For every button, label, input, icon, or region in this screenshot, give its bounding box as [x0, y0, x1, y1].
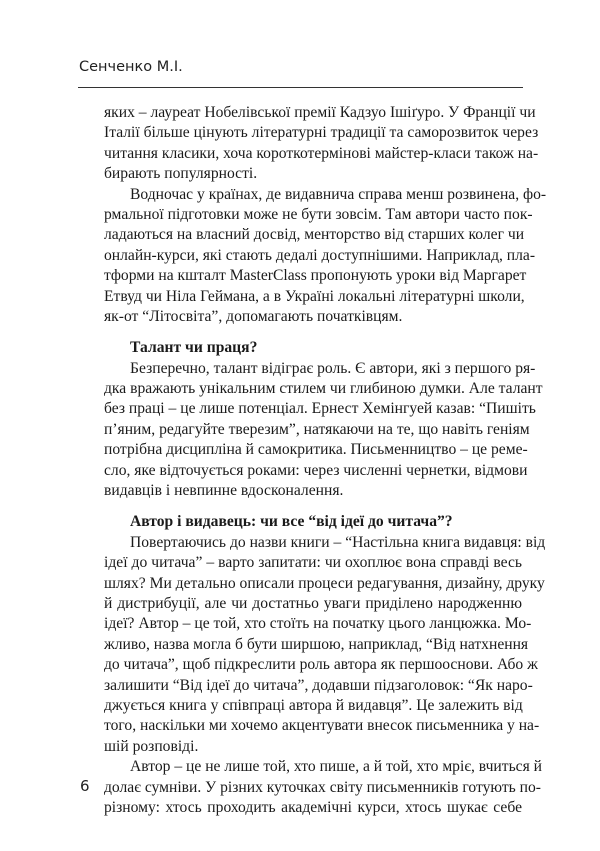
- text-line: того, наскільки ми хочемо акцентувати внесок письменника у на-: [104, 717, 540, 735]
- text-line: шій розповіді.: [104, 737, 199, 755]
- text-line: п’яним, редагуйте тверезим”, натякаючи на те, що навіть геніям: [104, 420, 530, 438]
- paragraph: [104, 533, 546, 757]
- section-heading: Автор і видавець: чи все “від ідеї до читача”?: [130, 513, 453, 531]
- text-line: потрібна дисципліна й самокритика. Письменництво – це реме-: [104, 441, 528, 459]
- text-line: рмальної підготовки може не бути зовсім. Там автори часто пок-: [104, 205, 533, 223]
- paragraph: [104, 359, 543, 502]
- text-line: онлайн-курси, які стають дедалі доступнішими. Наприклад, пла-: [104, 246, 536, 264]
- paragraph: [104, 103, 539, 185]
- text-line: шлях? Ми детально описали процеси редагування, дизайну, друку: [104, 574, 545, 592]
- paragraph: [104, 757, 543, 818]
- text-line: Автор – це не лише той, хто пише, а й той, хто мріє, вчиться й: [130, 758, 543, 776]
- text-line: Повертаючись до назви книги – “Настільна книга видавця: від: [130, 533, 546, 551]
- text-line: дка вражають унікальним стилем чи глибиною думки. Але талант: [104, 380, 543, 398]
- section-gap: [104, 501, 522, 512]
- paragraph: [104, 185, 547, 328]
- text-line: видавців і невпинне вдосконалення.: [104, 482, 344, 500]
- text-line: долає сумніви. У різних куточках світу письменників готують по-: [104, 778, 541, 796]
- text-line: й дистрибуції, але чи достатньо уваги приділено народженню: [104, 594, 522, 612]
- text-line: ідеї до читача” – варто запитати: чи охоплює вона справді весь: [104, 554, 522, 572]
- text-line: до читача”, щоб підкреслити роль автора як першооснови. Або ж: [104, 656, 538, 674]
- text-line: джується книга у співпраці автора й видавця”. Це залежить від: [104, 696, 523, 714]
- text-line: тформи на кшталт MasterClass пропонують уроки від Маргарет: [104, 267, 527, 285]
- text-line: яких – лауреат Нобелівської премії Кадзуо Ішіґуро. У Франції чи: [104, 104, 536, 121]
- text-line: Етвуд чи Ніла Геймана, а в Україні локальні літературні школи,: [104, 287, 525, 305]
- text-line: як-от “Літосвіта”, допомагають початківцям.: [104, 307, 403, 325]
- page-number: 6: [80, 777, 90, 795]
- running-header-author: Сенченко М.І.: [79, 59, 183, 75]
- text-line: Безперечно, талант відіграє роль. Є автори, які з першого ря-: [130, 359, 536, 377]
- text-line: читання класики, хоча короткотермінові майстер-класи також на-: [104, 144, 539, 162]
- text-line: бирають популярності.: [104, 165, 258, 183]
- text-line: ладаються на власний досвід, менторство від старших колег чи: [104, 226, 525, 244]
- section-heading: Талант чи праця?: [130, 339, 258, 357]
- section-gap: [104, 327, 522, 338]
- text-line: без праці – це лише потенціал. Ернест Хемінгуей казав: “Пишіть: [104, 400, 536, 418]
- text-line: сло, яке відточується роками: через численні чернетки, відмови: [104, 461, 528, 479]
- text-line: Італії більше цінують літературні традиції та саморозвиток через: [104, 124, 539, 142]
- text-line: ідеї? Автор – це той, хто стоїть на початку цього ланцюжка. Мо-: [104, 615, 532, 633]
- text-line: залишити “Від ідеї до читача”, додавши підзаголовок: “Як наро-: [104, 676, 533, 694]
- text-line: жливо, назва могла б бути ширшою, наприклад, “Від натхнення: [104, 635, 529, 653]
- text-line: різному: хтось проходить академічні курси, хтось шукає себе: [104, 798, 522, 816]
- page-body: [104, 103, 547, 818]
- header-divider: [78, 87, 523, 88]
- text-line: Водночас у країнах, де видавнича справа менш розвинена, фо-: [130, 185, 547, 203]
